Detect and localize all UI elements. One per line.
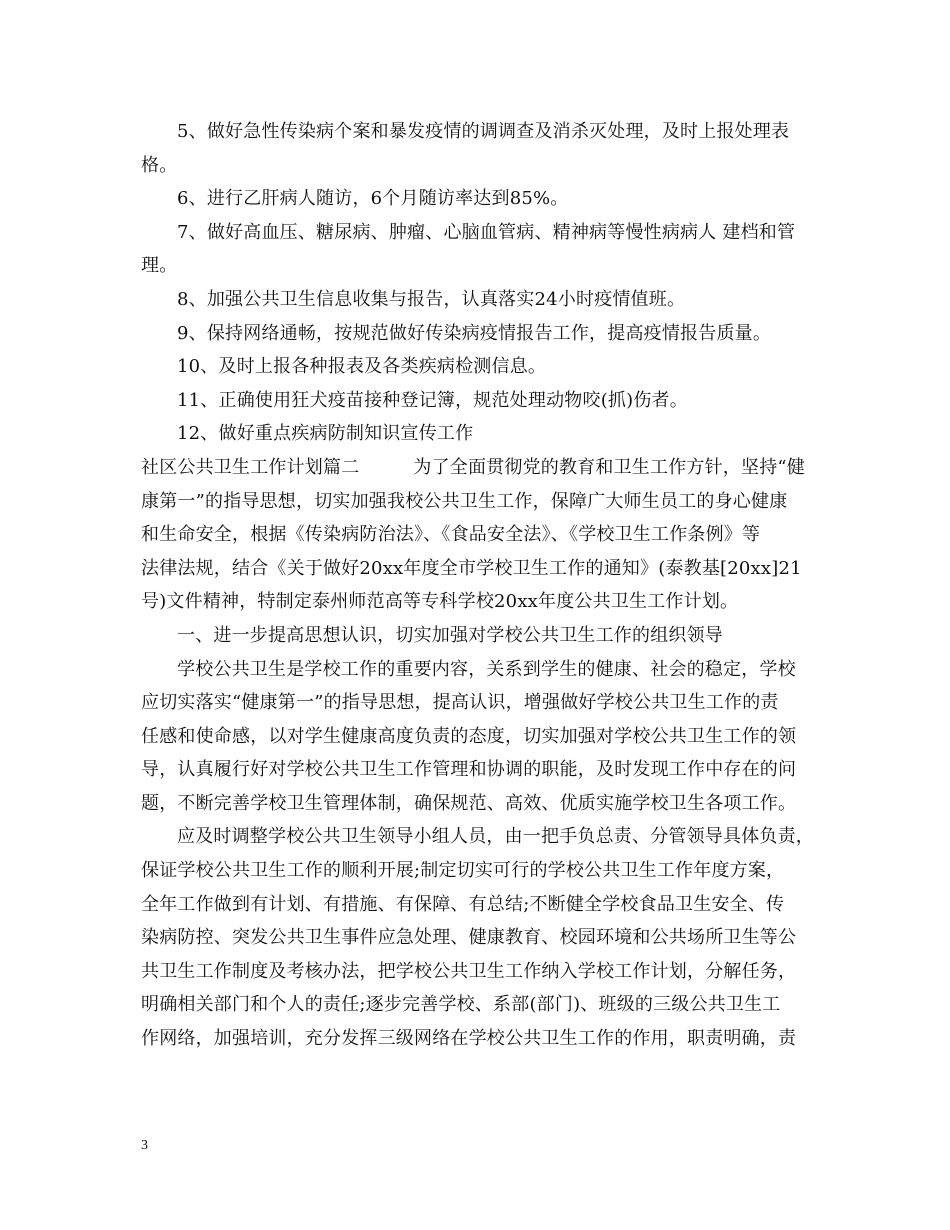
- text-line: 5、做好急性传染病个案和暴发疫情的调调查及消杀灭处理，及时上报处理表: [177, 121, 790, 142]
- text-line: 导，认真履行好对学校公共卫生工作管理和协调的职能，及时发现工作中存在的问: [141, 759, 797, 781]
- text-line: 理。: [141, 255, 178, 277]
- subheading-line: 一、进一步提高思想认识，切实加强对学校公共卫生工作的组织领导: [177, 624, 723, 646]
- text-line: 题，不断完善学校卫生管理体制，确保规范、高效、优质实施学校卫生各项工作。: [141, 792, 797, 814]
- text-line: 共卫生工作制度及考核办法，把学校公共卫生工作纳入学校工作计划，分解任务，: [141, 960, 797, 982]
- text-line: 10、及时上报各种报表及各类疾病检测信息。: [177, 356, 547, 378]
- text-line: 保证学校公共卫生工作的顺利开展;制定切实可行的学校公共卫生工作年度方案，: [141, 860, 785, 882]
- text-line: 11、正确使用狂犬疫苗接种登记簿，规范处理动物咬(抓)伤者。: [177, 389, 688, 411]
- text-line: 全年工作做到有计划、有措施、有保障、有总结;不断健全学校食品卫生安全、传: [141, 893, 785, 915]
- text-line: 9、保持网络通畅，按规范做好传染病疫情报告工作，提高疫情报告质量。: [177, 322, 772, 344]
- text-line: 6、进行乙肝病人随访，6个月随访率达到85%。: [177, 188, 569, 210]
- section-heading-line: [141, 451, 821, 485]
- text-line: 康第一”的指导思想，切实加强我校公共卫生工作，保障广大师生员工的身心健康: [141, 490, 788, 512]
- text-line: 作网络，加强培训，充分发挥三级网络在学校公共卫生工作的作用，职责明确，责: [141, 1028, 797, 1050]
- text-line: 12、做好重点疾病防制知识宣传工作: [177, 423, 474, 445]
- text-line: 和生命安全，根据《传染病防治法》、《食品安全法》、《学校卫生工作条例》等: [141, 524, 761, 546]
- text-line: 号)文件精神，特制定泰州师范高等专科学校20xx年度公共卫生工作计划。: [141, 591, 739, 613]
- document-body: [141, 115, 821, 1056]
- text-line: 8、加强公共卫生信息收集与报告，认真落实24小时疫情值班。: [177, 288, 686, 310]
- text-line: 应及时调整学校公共卫生领导小组人员，由一把手负总责、分管领导具体负责，: [177, 826, 814, 848]
- text-line: 明确相关部门和个人的责任;逐步完善学校、系部(部门)、班级的三级公共卫生工: [141, 994, 781, 1016]
- page-number: 3: [141, 1138, 148, 1153]
- text-line: 应切实落实“健康第一”的指导思想，提高认识，增强做好学校公共卫生工作的责: [141, 692, 779, 714]
- section-intro: 为了全面贯彻党的教育和卫生工作方针，坚持“健: [413, 456, 806, 478]
- section-heading: 社区公共卫生工作计划篇二: [141, 456, 360, 478]
- text-line: 任感和使命感，以对学生健康高度负责的态度，切实加强对学校公共卫生工作的领: [141, 725, 797, 747]
- text-line: 法律法规，结合《关于做好20xx年度全市学校卫生工作的通知》(泰教基[20xx]21: [141, 557, 802, 579]
- text-line: 学校公共卫生是学校工作的重要内容，关系到学生的健康、社会的稳定，学校: [177, 658, 796, 680]
- text-line: 格。: [141, 154, 178, 176]
- text-line: 染病防控、突发公共卫生事件应急处理、健康教育、校园环境和公共场所卫生等公: [141, 927, 797, 949]
- text-line: 7、做好高血压、糖尿病、肿瘤、心脑血管病、精神病等慢性病病人 建档和管: [177, 221, 796, 243]
